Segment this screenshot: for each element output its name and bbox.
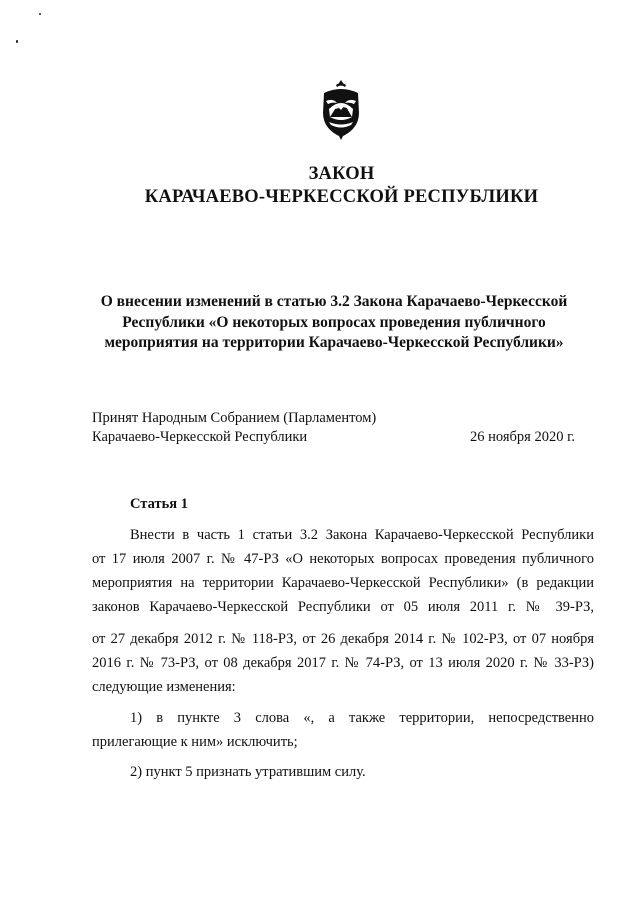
scan-speck (16, 40, 18, 43)
adoption-line-1: Принят Народным Собранием (Парламентом) (92, 410, 377, 426)
article-text-line: от 17 июля 2007 г. № 47-РЗ «О некоторых вопросах проведения публичного (92, 551, 594, 567)
law-subject: О внесении изменений в статью 3.2 Закона Карачаево-Черкесской Республики «О некоторых вопросах проведения публичного мероприятия на территории Карачаево-Черкесской Республики» (100, 293, 568, 351)
article-text-line: 2016 г. № 73-РЗ, от 08 декабря 2017 г. № 74-РЗ, от 13 июля 2020 г. № 33-РЗ) (92, 655, 594, 671)
article-item-1-cont: прилегающие к ним» исключить; (92, 734, 298, 750)
article-text-line: от 27 декабря 2012 г. № 118-РЗ, от 26 декабря 2014 г. № 102-РЗ, от 07 ноября (92, 631, 594, 647)
adoption-line-2: Карачаево-Черкесской Республики (92, 429, 308, 445)
coat-of-arms-icon (316, 79, 366, 141)
adoption-date: 26 ноября 2020 г. (470, 429, 576, 445)
article-text-line: следующие изменения: (92, 679, 236, 695)
law-title: ЗАКОН (308, 164, 375, 184)
article-text-line: Внести в часть 1 статьи 3.2 Закона Карачаево-Черкесской Республики (130, 527, 594, 543)
article-item-1: 1) в пункте 3 слова «, а также территории, непосредственно (130, 710, 594, 726)
article-text-line: мероприятия на территории Карачаево-Черкесской Республики» (в редакции (92, 575, 594, 591)
article-item-2: 2) пункт 5 признать утратившим силу. (130, 764, 366, 780)
article-text-line: законов Карачаево-Черкесской Республики от 05 июля 2011 г. № 39-РЗ, (92, 599, 594, 615)
scan-speck (39, 13, 41, 15)
republic-title: КАРАЧАЕВО-ЧЕРКЕССКОЙ РЕСПУБЛИКИ (144, 187, 539, 207)
article-heading: Статья 1 (130, 496, 188, 512)
